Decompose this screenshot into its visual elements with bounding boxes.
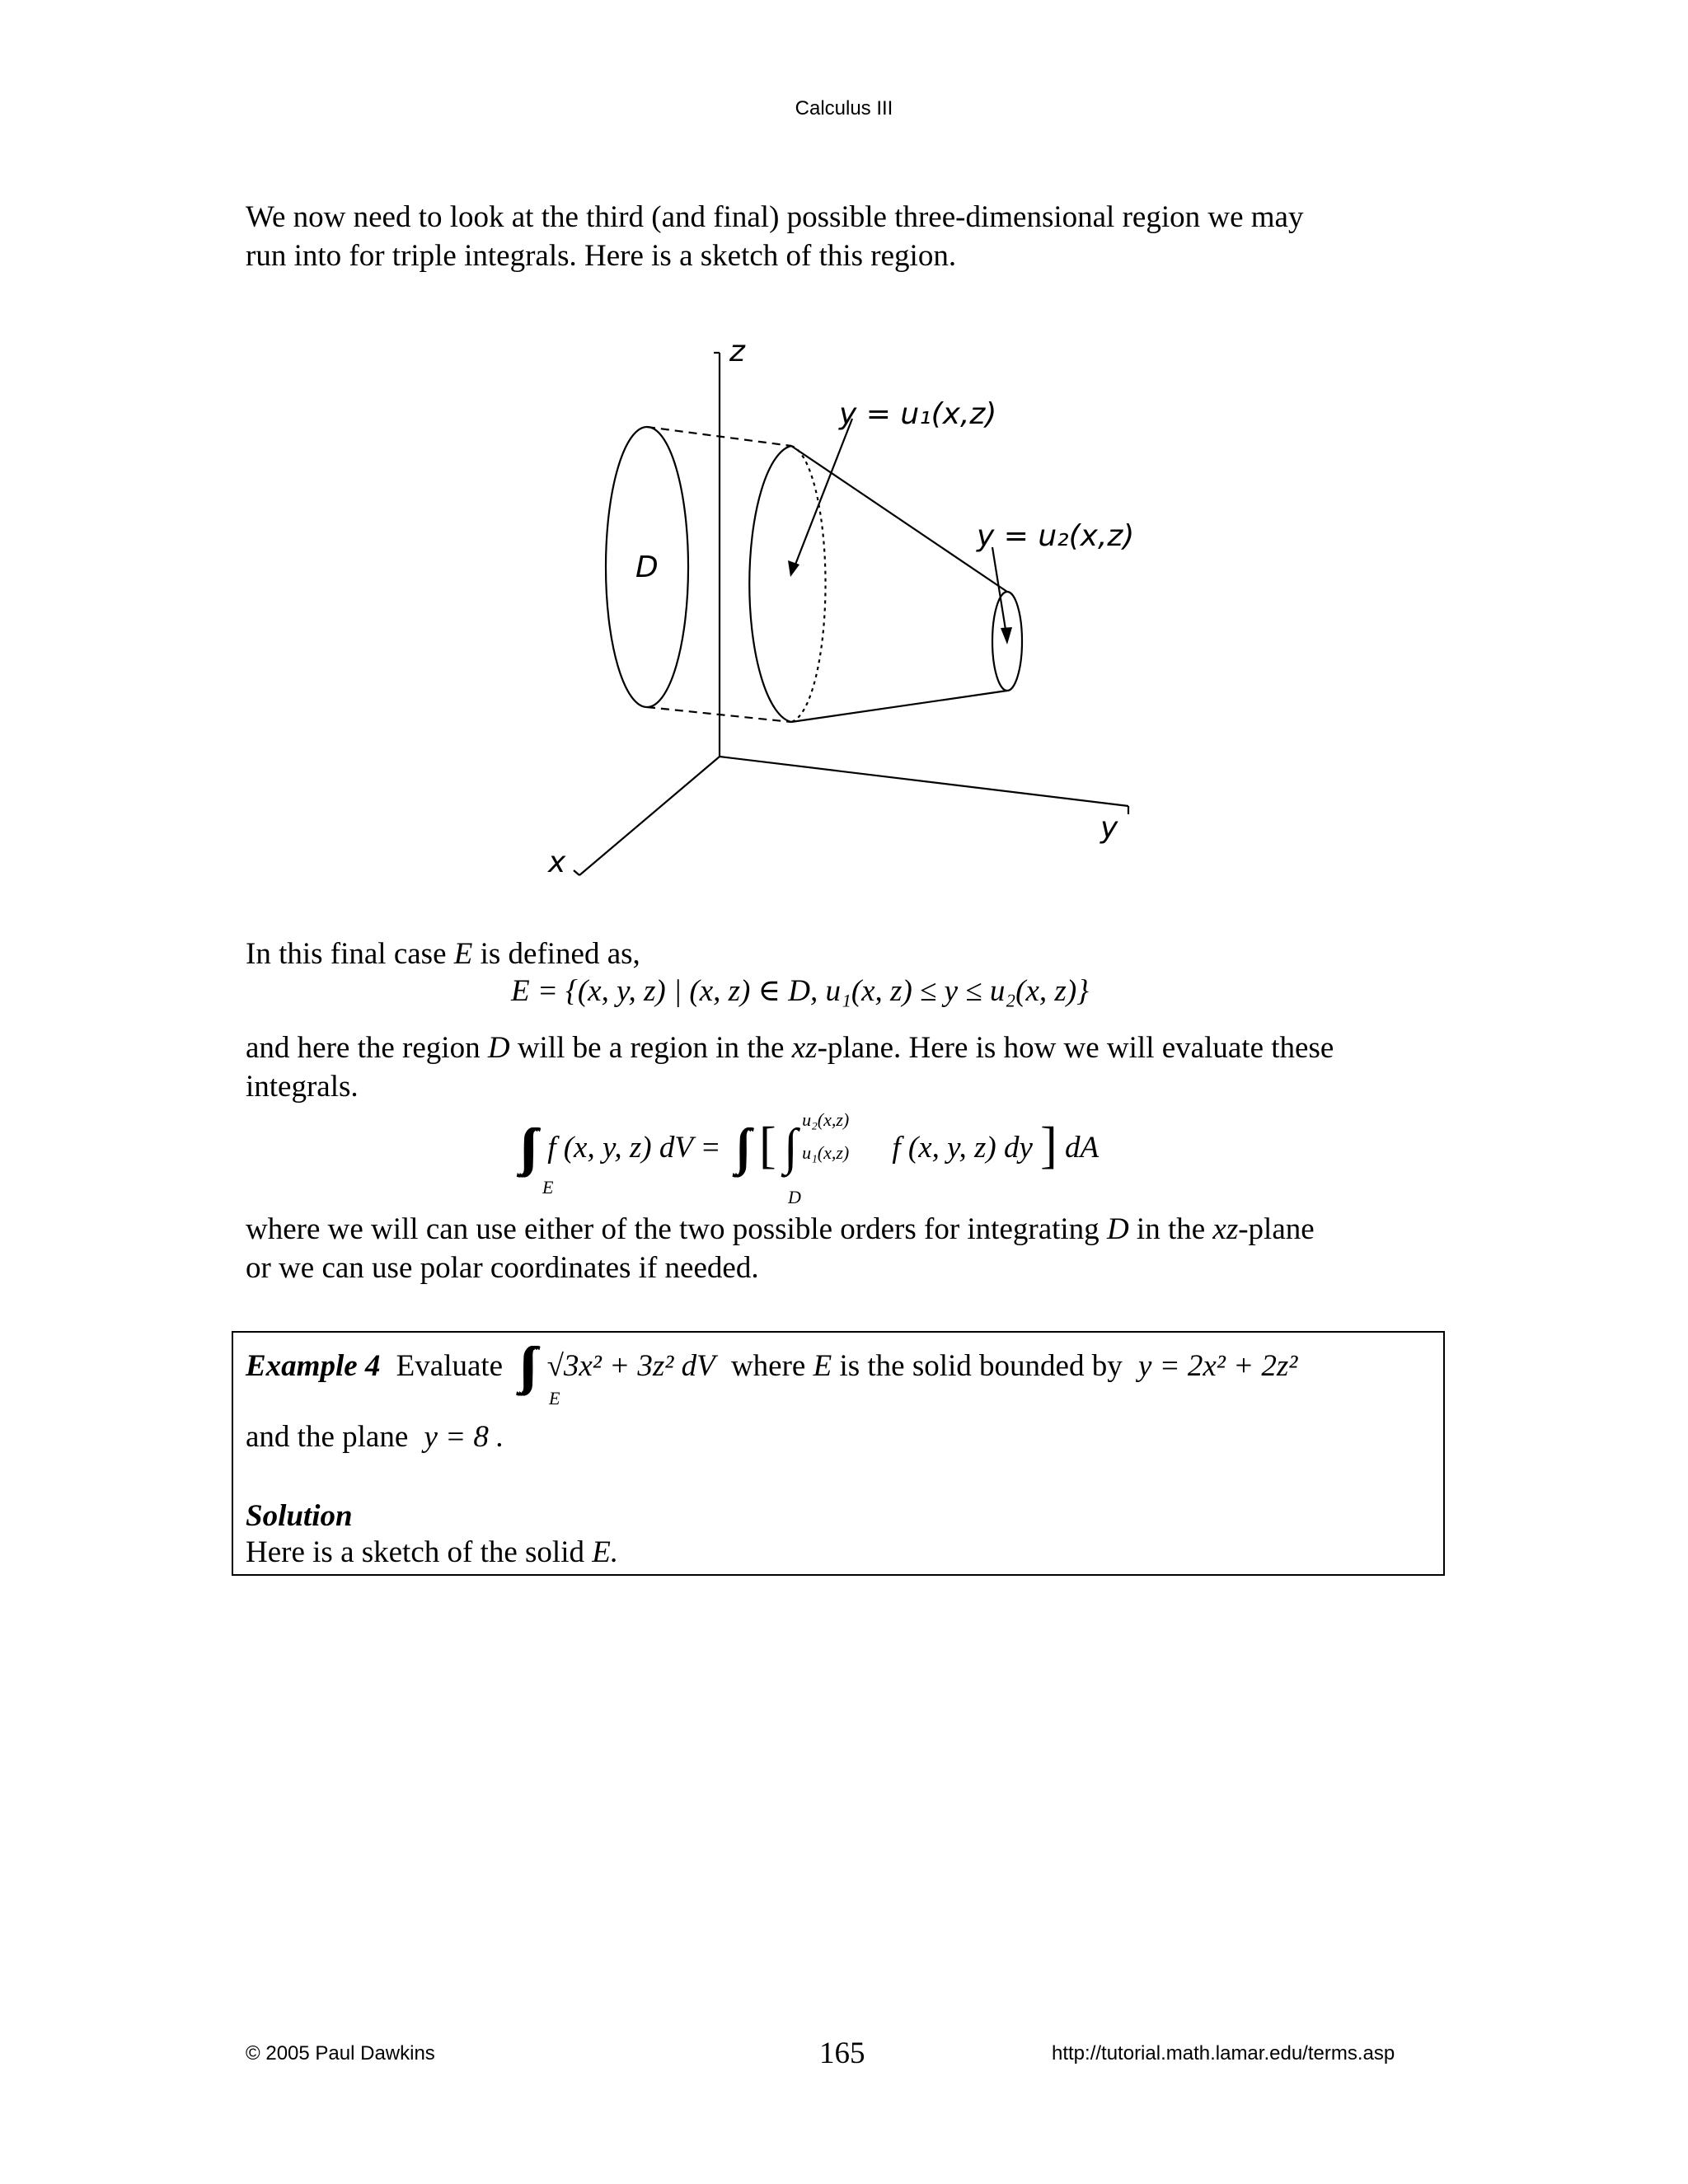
orders-paragraph: [246, 1210, 1449, 1287]
solution-text-line: [246, 1535, 618, 1570]
region-text-c: -plane. Here is how we will evaluate these: [817, 1031, 1334, 1065]
lhs-region-subscript: E: [542, 1177, 554, 1197]
region-text-a: and here the region: [246, 1031, 481, 1065]
example-label: Example 4: [246, 1349, 381, 1383]
region-plane: xz: [791, 1031, 818, 1065]
u2-pointer-line: [992, 547, 1006, 635]
definition-intro-var: E: [453, 937, 473, 971]
z-axis-label: z: [729, 335, 745, 368]
region-text-b: will be a region in the: [517, 1031, 785, 1065]
single-integral-sign: ∫: [783, 1119, 786, 1175]
u2-arrow-head: [1001, 627, 1012, 644]
orders-plane: xz: [1212, 1212, 1239, 1246]
definition-intro-tail: is defined as,: [480, 937, 640, 971]
rhs-region-subscript: D: [788, 1187, 801, 1207]
x-axis-tick: [574, 870, 579, 875]
footer-page-number: 165: [819, 2036, 865, 2070]
u1-pointer-line: [794, 419, 852, 569]
integral-lhs: f (x, y, z) dV =: [547, 1131, 721, 1165]
example-integral-subscript: E: [549, 1388, 560, 1408]
orders-text-b: in the: [1136, 1212, 1206, 1246]
footer-url[interactable]: http://tutorial.math.lamar.edu/terms.asp: [1052, 2042, 1395, 2064]
integral-integrand: f (x, y, z) dy: [892, 1131, 1033, 1165]
region-var: D: [487, 1031, 510, 1065]
solution-text: Here is a sketch of the solid: [246, 1535, 584, 1569]
x-axis: [579, 757, 720, 875]
large-face-back-arc: [791, 446, 826, 722]
large-face-front-arc: [749, 446, 791, 722]
example-evaluate: Evaluate: [396, 1349, 504, 1383]
y-axis-label: y: [1100, 811, 1118, 845]
solution-var: E.: [592, 1535, 619, 1569]
upper-limit: u₂(x,z): [802, 1109, 850, 1130]
set-definition-equation: [511, 972, 1089, 1009]
solid-top-edge: [791, 446, 1007, 592]
y-axis: [720, 757, 1128, 806]
page-header: Calculus III: [795, 97, 893, 120]
lower-limit: u₁(x,z): [802, 1142, 850, 1163]
region-sketch-figure: [0, 0, 1688, 907]
orders-line-2: or we can use polar coordinates if needed.: [246, 1251, 759, 1285]
example-statement-line-2: [246, 1419, 504, 1455]
orders-var: D: [1106, 1212, 1129, 1246]
solid-bottom-edge: [791, 691, 1007, 722]
orders-text-c: -plane: [1238, 1212, 1315, 1246]
integral-limits: [802, 1109, 884, 1163]
triple-integral-sign: ∫∫∫: [519, 1119, 527, 1175]
example-where-b: is the solid bounded by: [839, 1349, 1123, 1383]
orders-text-a: where we will can use either of the two possible orders for integrating: [246, 1212, 1100, 1246]
definition-intro: [246, 935, 1449, 973]
intro-line-2: run into for triple integrals. Here is a sketch of this region.: [246, 239, 957, 273]
region-description-line-1: [246, 1029, 1449, 1067]
outer-differential: dA: [1065, 1131, 1100, 1165]
intro-line-1: We now need to look at the third (and final) possible three-dimensional region we may: [246, 200, 1304, 234]
double-integral-sign: ∫∫: [734, 1119, 740, 1175]
left-bracket: [: [758, 1118, 776, 1174]
example-statement-line-1: [246, 1337, 1297, 1395]
example-plane: y = 8 .: [424, 1420, 504, 1454]
definition-intro-text: In this final case: [246, 937, 447, 971]
solution-label: Solution: [246, 1499, 353, 1533]
footer-copyright: © 2005 Paul Dawkins: [246, 2042, 435, 2064]
integral-formula: [519, 1109, 1100, 1177]
example-surface: y = 2x² + 2z²: [1137, 1349, 1298, 1383]
set-equation-text: E = {(x, y, z) | (x, z) ∈ D, u₁(x, z) ≤ y ≤ u₂(x, z)}: [511, 974, 1089, 1008]
region-d-label: D: [635, 551, 659, 584]
orders-line-1: [246, 1210, 1449, 1249]
region-description-line-2: integrals.: [246, 1070, 359, 1104]
example-triple-integral-sign: ∫∫∫: [518, 1338, 527, 1394]
right-bracket: ]: [1040, 1118, 1057, 1174]
region-description: [246, 1029, 1449, 1106]
solution-heading: [246, 1498, 353, 1534]
u1-surface-label: y = u₁(x,z): [839, 397, 997, 431]
example-line2-text: and the plane: [246, 1420, 409, 1454]
example-where-var: E: [813, 1349, 832, 1383]
u1-arrow-head: [788, 560, 799, 577]
example-integrand: √3x² + 3z² dV: [546, 1349, 715, 1383]
example-where-a: where: [730, 1349, 806, 1383]
u2-surface-label: y = u₂(x,z): [977, 519, 1135, 553]
x-axis-label: x: [548, 846, 566, 879]
